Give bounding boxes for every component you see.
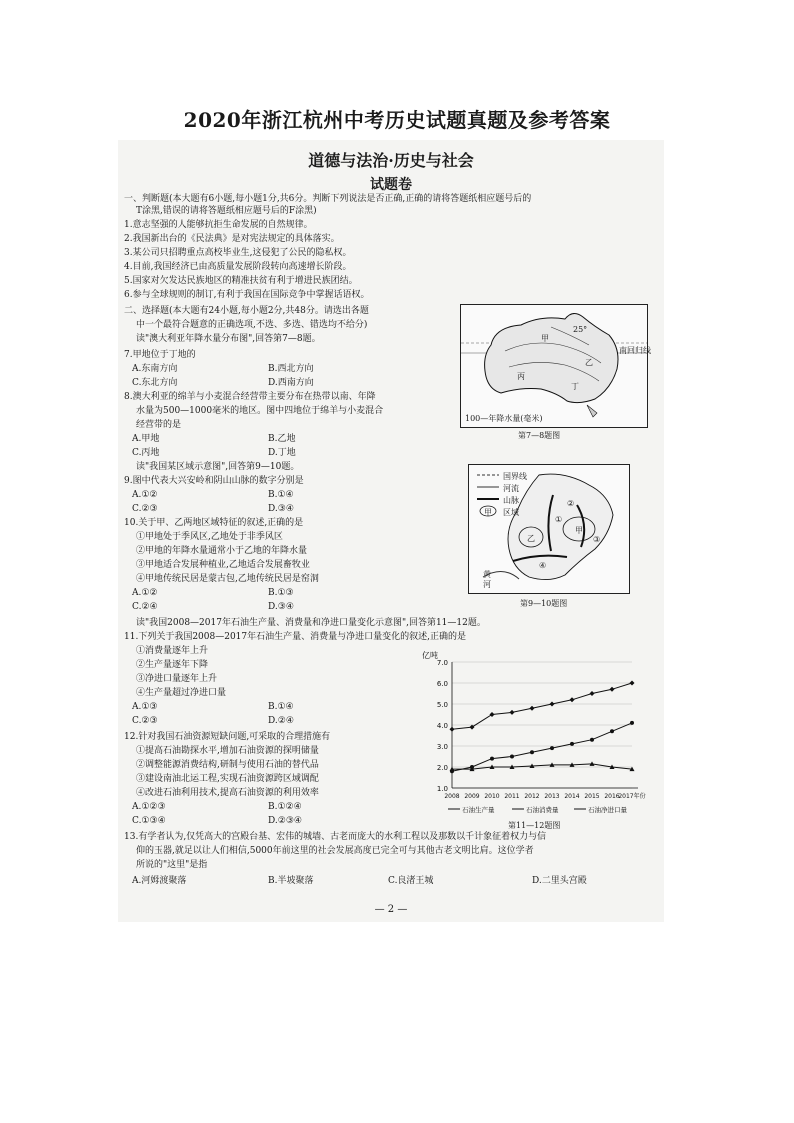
legend-river: 河流 bbox=[503, 484, 519, 493]
x-tick-label: 2015 bbox=[584, 793, 600, 800]
question-line: 4.目前,我国经济已由高质量发展阶段转向高速增长阶段。 bbox=[124, 262, 352, 272]
data-point bbox=[550, 702, 555, 707]
question-13-cont: 所说的"这里"是指 bbox=[136, 860, 208, 870]
y-tick-label: 1.0 bbox=[436, 785, 448, 793]
y-tick-label: 5.0 bbox=[436, 701, 448, 709]
question-11: 11.下列关于我国2008—2017年石油生产量、消费量与净进口量变化的叙述,正确的是 bbox=[124, 632, 466, 642]
data-point bbox=[470, 765, 474, 769]
x-tick-label: 2010 bbox=[484, 793, 500, 800]
y-tick-label: 6.0 bbox=[436, 680, 448, 688]
data-point bbox=[530, 706, 535, 711]
x-tick-label: 2011 bbox=[504, 793, 520, 800]
y-tick-label: 2.0 bbox=[436, 764, 448, 772]
option: A.①② bbox=[132, 588, 158, 598]
section1-header: 一、判断题(本大题有6小题,每小题1分,共6分。判断下列说法是否正确,正确的请将答题纸相应题号后的 bbox=[124, 194, 532, 204]
x-tick-label: 2013 bbox=[544, 793, 560, 800]
option: B.①④ bbox=[268, 702, 294, 712]
question-line: 5.国家对欠发达民族地区的精准扶贫有利于增进民族团结。 bbox=[124, 276, 358, 286]
data-point bbox=[630, 681, 635, 686]
x-tick-label: 2012 bbox=[524, 793, 540, 800]
statement: ③甲地适合发展种植业,乙地适合发展畜牧业 bbox=[136, 560, 310, 570]
data-point bbox=[610, 729, 614, 733]
option: A.①② bbox=[132, 490, 158, 500]
data-point bbox=[490, 712, 495, 717]
option: C.②③ bbox=[132, 716, 158, 726]
option: B.①②④ bbox=[268, 802, 302, 812]
x-tick-label: 2009 bbox=[464, 793, 480, 800]
map-label-jia: 甲 bbox=[541, 334, 549, 343]
map-num-4: ④ bbox=[539, 561, 547, 570]
question-8: 8.澳大利亚的绵羊与小麦混合经营带主要分布在热带以南、年降 bbox=[124, 392, 376, 402]
figure-caption: 第9—10题图 bbox=[520, 599, 568, 608]
legend-label: 石油消费量 bbox=[526, 806, 559, 814]
option: D.西南方向 bbox=[268, 378, 314, 388]
map-label-tropic: 南回归线 bbox=[619, 346, 651, 355]
question-7: 7.甲地位于丁地的 bbox=[124, 350, 196, 360]
option: B.①④ bbox=[268, 490, 294, 500]
legend-label: 石油生产量 bbox=[462, 806, 495, 814]
data-point bbox=[470, 725, 475, 730]
option: D.丁地 bbox=[268, 448, 296, 458]
map-label-25: 25° bbox=[573, 325, 588, 334]
legend-label: 石油净进口量 bbox=[588, 806, 627, 814]
y-tick-label: 3.0 bbox=[436, 743, 448, 751]
oil-chart bbox=[420, 648, 652, 826]
data-point bbox=[510, 710, 515, 715]
option: C.东北方向 bbox=[132, 378, 178, 388]
figure-caption: 第11—12题图 bbox=[508, 821, 561, 830]
statement: ①消费量逐年上升 bbox=[136, 646, 209, 656]
australia-precipitation-map bbox=[460, 304, 651, 428]
map-label-bing: 丙 bbox=[517, 372, 525, 381]
data-point bbox=[490, 757, 494, 761]
question-line: 6.参与全球规则的制订,有利于我国在国际竞争中掌握话语权。 bbox=[124, 290, 370, 300]
document-title: 2020年浙江杭州中考历史试题真题及参考答案 bbox=[183, 108, 611, 132]
option: B.半坡聚落 bbox=[268, 876, 314, 886]
option: A.甲地 bbox=[132, 434, 160, 444]
data-point bbox=[570, 697, 575, 702]
section2-header-cont: 中一个最符合题意的正确选项,不选、多选、错选均不给分) bbox=[136, 320, 368, 330]
legend-region-symbol: 甲 bbox=[484, 508, 492, 517]
data-point bbox=[510, 755, 514, 759]
legend-mountain: 山脉 bbox=[503, 496, 519, 505]
option: C.②③ bbox=[132, 504, 158, 514]
map-legend: 100—年降水量(毫米) bbox=[465, 414, 543, 423]
data-point bbox=[610, 687, 615, 692]
map-label-he: 河 bbox=[483, 580, 491, 589]
question-9: 9.图中代表大兴安岭和阴山山脉的数字分别是 bbox=[124, 476, 304, 486]
oil-chart-svg bbox=[420, 648, 652, 826]
question-line: 3.某公司只招聘重点高校毕业生,这侵犯了公民的隐私权。 bbox=[124, 248, 352, 258]
option: A.河姆渡聚落 bbox=[132, 876, 187, 886]
figure-caption: 第7—8题图 bbox=[518, 431, 561, 440]
option: C.良渚王城 bbox=[388, 876, 434, 886]
data-point bbox=[450, 769, 454, 773]
y-tick-label: 7.0 bbox=[436, 659, 448, 667]
option: A.东南方向 bbox=[132, 364, 178, 374]
question-line: 2.我国新出台的《民法典》是对宪法规定的具体落实。 bbox=[124, 234, 340, 244]
map-num-2: ② bbox=[567, 499, 575, 508]
question-10: 10.关于甲、乙两地区域特征的叙述,正确的是 bbox=[124, 518, 304, 528]
question-13: 13.有学者认为,仅凭高大的宫殿台基、宏伟的城墙、古老而庞大的水利工程以及那数以千计象征着权力与信 bbox=[124, 832, 547, 842]
option: C.①③④ bbox=[132, 816, 166, 826]
statement: ②生产量逐年下降 bbox=[136, 660, 209, 670]
option: B.西北方向 bbox=[268, 364, 314, 374]
x-tick-label: 2017年份 bbox=[618, 793, 646, 800]
option: D.②④ bbox=[268, 716, 294, 726]
legend-region: 区域 bbox=[503, 508, 519, 517]
exam-subheading: 试题卷 bbox=[370, 177, 412, 193]
map-num-3: ③ bbox=[593, 535, 601, 544]
statement: ①提高石油勘探水平,增加石油资源的探明储量 bbox=[136, 746, 319, 756]
legend-border: 国界线 bbox=[503, 472, 527, 481]
statement: ④生产量超过净进口量 bbox=[136, 688, 227, 698]
statement: ②调整能源消费结构,研制与使用石油的替代品 bbox=[136, 760, 319, 770]
section1-header-cont: T涂黑,错误的请将答题纸相应题号后的F涂黑) bbox=[136, 206, 317, 216]
map-num-1: ① bbox=[555, 515, 563, 524]
series-line-0 bbox=[452, 764, 632, 769]
option: D.③④ bbox=[268, 504, 294, 514]
data-point bbox=[550, 746, 554, 750]
option: D.②③④ bbox=[268, 816, 302, 826]
statement: ③建设南油北运工程,实现石油资源跨区域调配 bbox=[136, 774, 319, 784]
exam-heading: 道德与法治·历史与社会 bbox=[308, 151, 474, 170]
option: B.①③ bbox=[268, 588, 294, 598]
map-label-ding: 丁 bbox=[571, 382, 579, 391]
option: B.乙地 bbox=[268, 434, 296, 444]
statement: ④甲地传统民居是蒙古包,乙地传统民居是窑洞 bbox=[136, 574, 319, 584]
data-point bbox=[630, 721, 634, 725]
scanned-exam-page bbox=[118, 140, 664, 922]
option: D.③④ bbox=[268, 602, 294, 612]
y-tick-label: 4.0 bbox=[436, 722, 448, 730]
series-line-1 bbox=[452, 683, 632, 729]
x-tick-label: 2016 bbox=[604, 793, 620, 800]
data-point bbox=[530, 750, 534, 754]
data-point bbox=[590, 738, 594, 742]
china-region-map bbox=[468, 464, 630, 594]
data-point bbox=[590, 691, 595, 696]
option: A.①②③ bbox=[132, 802, 166, 812]
figure-prompt: 读"我国某区域示意图",回答第9—10题。 bbox=[136, 462, 300, 472]
figure-prompt: 读"我国2008—2017年石油生产量、消费量和净进口量变化示意图",回答第11—12题。 bbox=[136, 618, 486, 628]
statement: ③净进口量逐年上升 bbox=[136, 674, 218, 684]
option: A.①③ bbox=[132, 702, 158, 712]
series-line-2 bbox=[452, 723, 632, 771]
map-label-huang: 黄 bbox=[483, 570, 491, 579]
option: C.②④ bbox=[132, 602, 158, 612]
question-line: 1.意志坚强的人能够抗拒生命发展的自然规律。 bbox=[124, 220, 313, 230]
statement: ④改进石油利用技术,提高石油资源的利用效率 bbox=[136, 788, 319, 798]
question-8-cont: 经营带的是 bbox=[136, 420, 182, 430]
y-axis-unit: 亿吨 bbox=[422, 651, 438, 660]
question-13-cont: 仰的玉器,就足以让人们相信,5000年前这里的社会发展高度已完全可与其他古老文明比肩。这位学者 bbox=[136, 846, 534, 856]
map-label-yi: 乙 bbox=[585, 358, 593, 367]
data-point bbox=[570, 742, 574, 746]
page-number: — 2 — bbox=[374, 904, 408, 915]
statement: ①甲地处于季风区,乙地处于非季风区 bbox=[136, 532, 283, 542]
figure-prompt: 读"澳大利亚年降水量分布图",回答第7—8题。 bbox=[136, 334, 321, 344]
x-tick-label: 2008 bbox=[444, 793, 460, 800]
option: D.二里头宫殿 bbox=[532, 876, 587, 886]
data-point bbox=[450, 727, 455, 732]
map-region-jia: 甲 bbox=[575, 526, 583, 535]
x-tick-label: 2014 bbox=[564, 793, 580, 800]
question-12: 12.针对我国石油资源短缺问题,可采取的合理措施有 bbox=[124, 732, 331, 742]
statement: ②甲地的年降水量通常小于乙地的年降水量 bbox=[136, 546, 308, 556]
option: C.丙地 bbox=[132, 448, 160, 458]
section2-header: 二、选择题(本大题有24小题,每小题2分,共48分。请选出各题 bbox=[124, 306, 369, 316]
map-region-yi: 乙 bbox=[527, 534, 535, 543]
question-8-cont: 水量为500—1000毫米的地区。图中四地位于绵羊与小麦混合 bbox=[136, 406, 384, 416]
